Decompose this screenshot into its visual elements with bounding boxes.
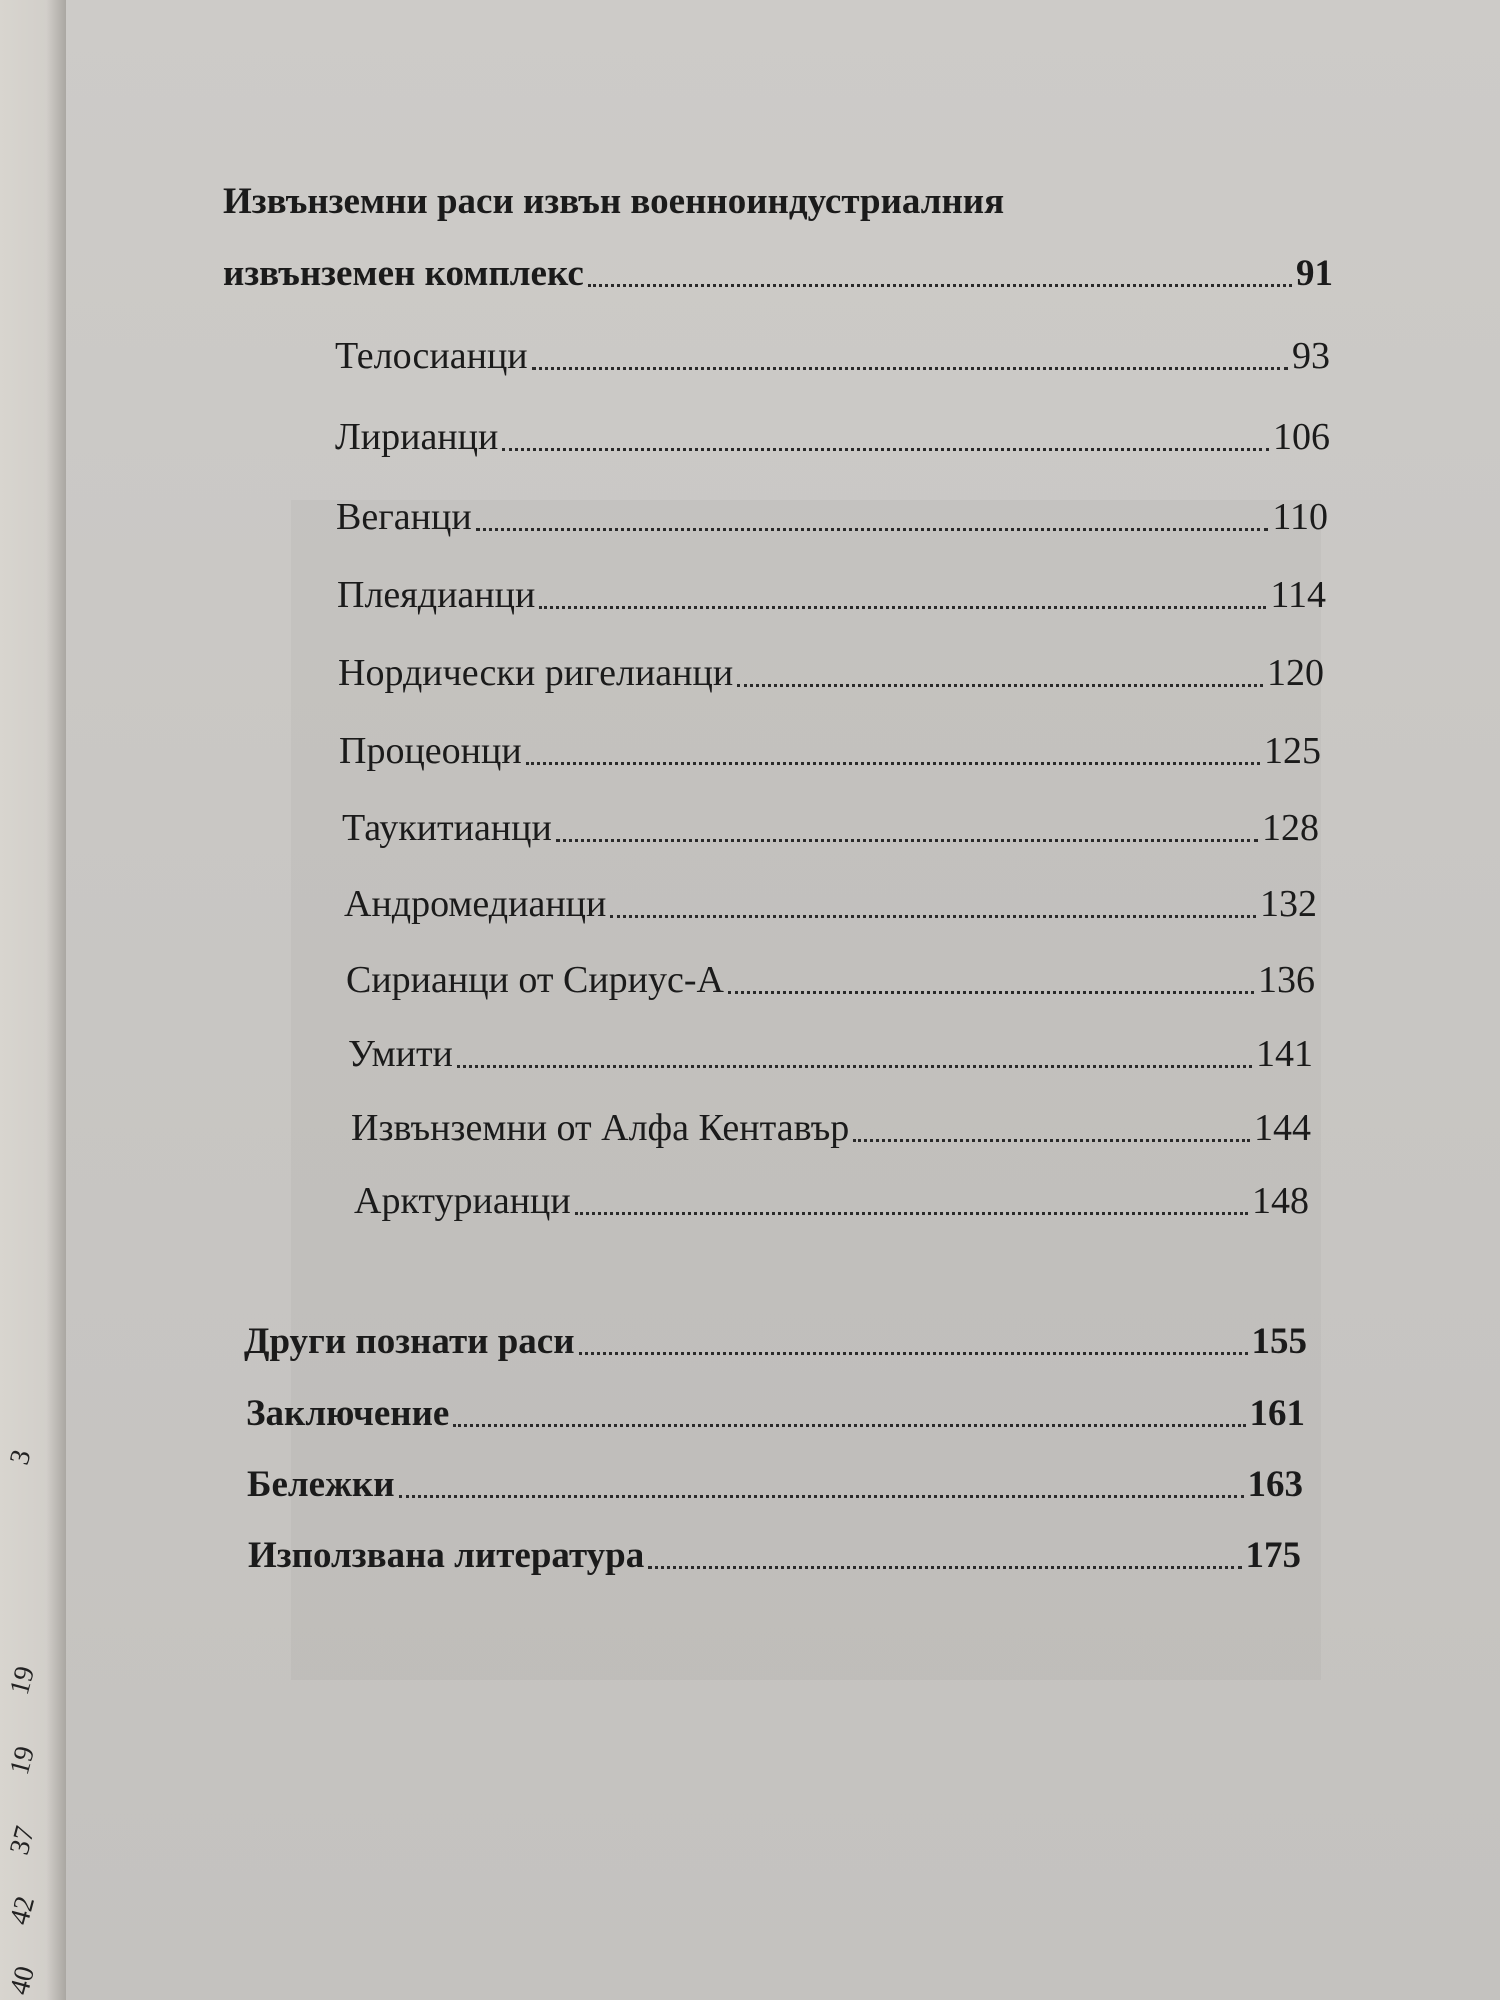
leader-dots	[457, 1065, 1252, 1068]
toc-subentry	[337, 573, 1326, 617]
toc-main-entry	[246, 1392, 1305, 1435]
toc-entry-page: 141	[1256, 1033, 1313, 1075]
toc-entry-label: Веганци	[336, 496, 472, 538]
leader-dots	[588, 284, 1292, 287]
toc-entry-page: 155	[1251, 1321, 1307, 1362]
toc-entry-label: Андромедианци	[344, 883, 607, 925]
toc-entry-page: 161	[1249, 1393, 1305, 1434]
toc-subentry	[342, 806, 1319, 850]
leader-dots	[399, 1495, 1244, 1498]
toc-entry-label: Таукитианци	[342, 807, 552, 849]
toc-entry-page: 114	[1270, 574, 1326, 616]
toc-entry-page: 106	[1273, 416, 1330, 458]
margin-page-number: 42	[4, 1892, 42, 1929]
toc-subentry	[346, 958, 1315, 1002]
toc-subentry	[336, 495, 1328, 539]
leader-dots	[532, 367, 1288, 370]
toc-subentry	[351, 1106, 1311, 1150]
toc-entry-page: 175	[1245, 1535, 1301, 1576]
toc-subentry	[335, 334, 1330, 378]
leader-dots	[648, 1566, 1241, 1569]
leader-dots	[453, 1424, 1245, 1427]
leader-dots	[853, 1139, 1250, 1142]
toc-subentry	[338, 651, 1324, 695]
toc-entry-page: 91	[1296, 253, 1333, 294]
toc-subentry	[335, 415, 1330, 459]
toc-entry-label: Процеонци	[339, 730, 522, 772]
toc-subentry	[354, 1179, 1309, 1223]
toc-subentry	[339, 729, 1321, 773]
toc-entry-label: Извънземни от Алфа Кентавър	[351, 1107, 850, 1149]
toc-entry-label: Използвана литература	[248, 1535, 645, 1576]
leader-dots	[737, 684, 1263, 687]
toc-entry-page: 125	[1264, 730, 1321, 772]
toc-main-entry	[244, 1320, 1307, 1363]
toc-entry-page: 148	[1252, 1180, 1309, 1222]
toc-entry-page: 110	[1272, 496, 1328, 538]
leader-dots	[610, 915, 1256, 918]
margin-page-number: 3	[4, 1446, 38, 1469]
toc-entry-page: 163	[1247, 1464, 1303, 1505]
toc-entry-label: Нордически ригелианци	[338, 652, 734, 694]
margin-page-number: 40	[4, 1962, 42, 1999]
toc-entry-label: Сирианци от Сириус-А	[346, 959, 724, 1001]
toc-entry-page: 93	[1292, 335, 1330, 377]
toc-entry-page: 136	[1258, 959, 1315, 1001]
margin-page-number: 37	[4, 1822, 42, 1859]
section-title-line1: Извънземни раси извън военноиндустриалния	[223, 181, 1005, 222]
toc-entry-label: Лирианци	[335, 416, 499, 458]
leader-dots	[526, 762, 1260, 765]
toc-subentry	[348, 1032, 1313, 1076]
leader-dots	[575, 1212, 1248, 1215]
toc-entry-label: Заключение	[246, 1393, 450, 1434]
leader-dots	[728, 991, 1254, 994]
toc-section-entry	[223, 252, 1333, 295]
leader-dots	[476, 528, 1269, 531]
toc-main-entry	[248, 1534, 1301, 1577]
leader-dots	[579, 1352, 1248, 1355]
toc-main-entry	[247, 1463, 1303, 1506]
toc-subentry	[344, 882, 1317, 926]
margin-page-number: 19	[4, 1662, 42, 1699]
leader-dots	[539, 606, 1266, 609]
toc-entry-label: Бележки	[247, 1464, 395, 1505]
toc-entry-label: Телосианци	[335, 335, 528, 377]
toc-entry-label: Арктурианци	[354, 1180, 571, 1222]
margin-page-number: 19	[4, 1742, 42, 1779]
toc-entry-label: Умити	[348, 1033, 453, 1075]
toc-entry-label: Други познати раси	[244, 1321, 575, 1362]
toc-entry-page: 132	[1260, 883, 1317, 925]
toc-entry-label: Плеядианци	[337, 574, 536, 616]
toc-entry-page: 128	[1262, 807, 1319, 849]
toc-entry-page: 120	[1267, 652, 1324, 694]
leader-dots	[502, 448, 1269, 451]
toc-entry-page: 144	[1254, 1107, 1311, 1149]
toc-entry-label: извънземен комплекс	[223, 253, 584, 294]
leader-dots	[556, 839, 1258, 842]
